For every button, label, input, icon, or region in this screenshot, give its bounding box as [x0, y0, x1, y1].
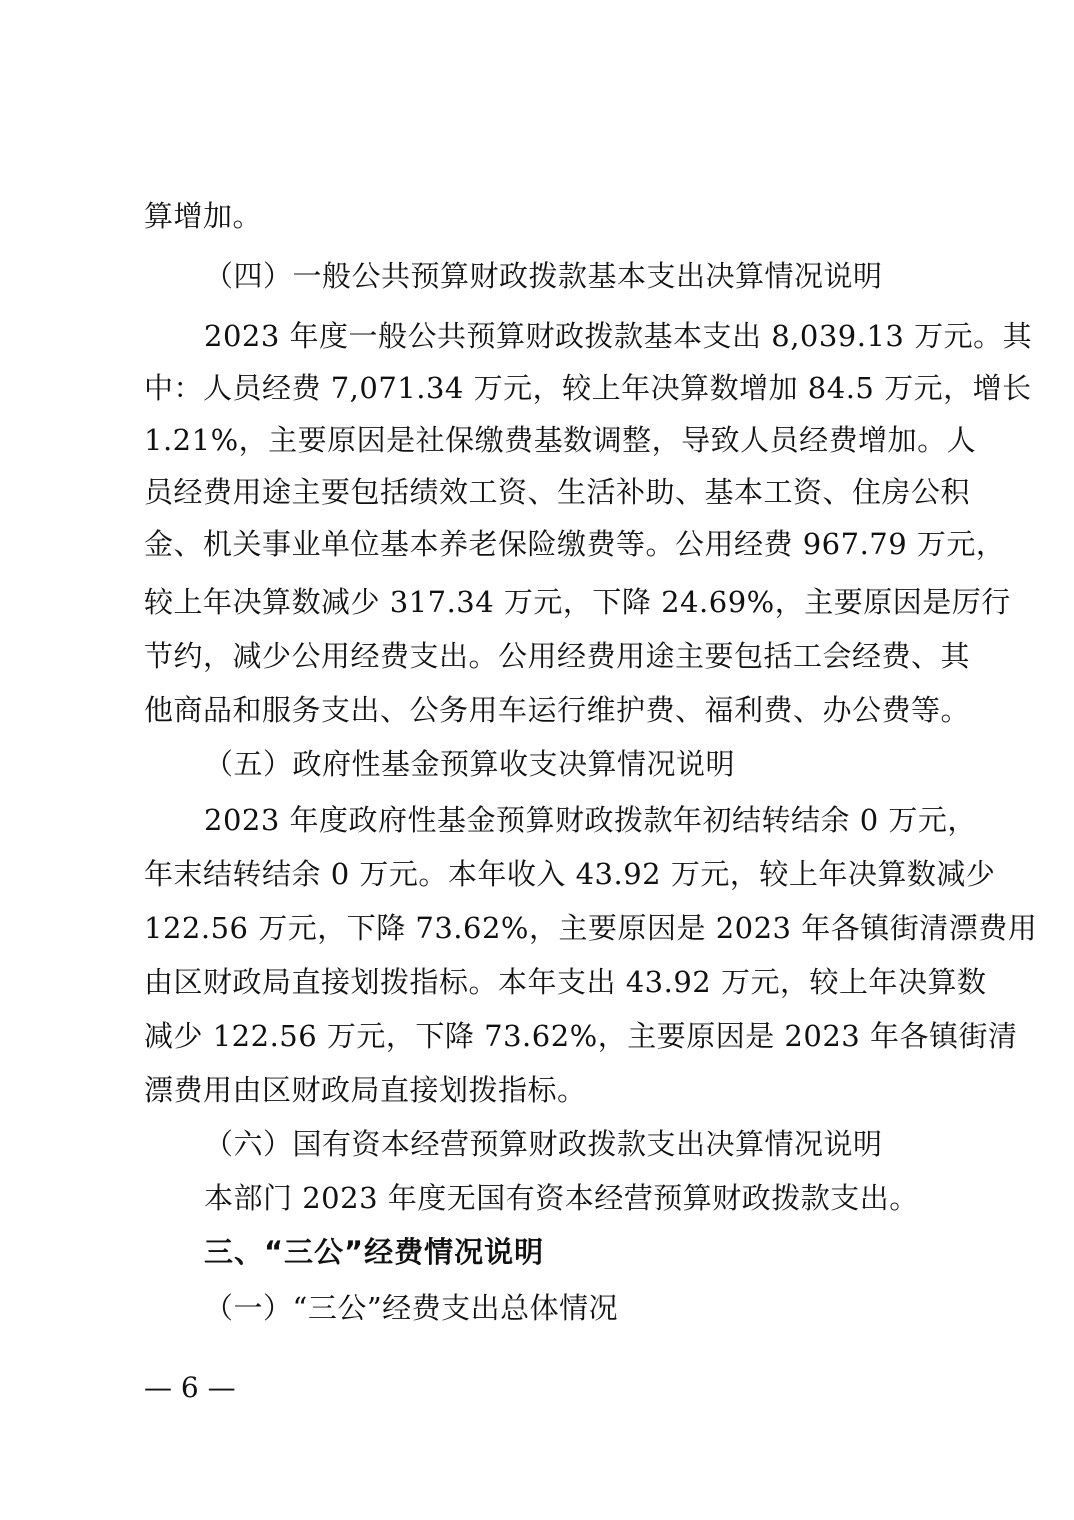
paragraph-line: 节约，减少公用经费支出。公用经费用途主要包括工会经费、其 — [144, 639, 971, 673]
paragraph-line: 2023 年度政府性基金预算财政拨款年初结转结余 0 万元， — [204, 803, 977, 837]
paragraph-line: 较上年决算数减少 317.34 万元，下降 24.69%，主要原因是厉行 — [144, 585, 1011, 619]
paragraph-line: 金、机关事业单位基本养老保险缴费等。公用经费 967.79 万元， — [144, 527, 1006, 561]
page-number: — 6 — — [144, 1371, 236, 1404]
section-heading-4: （四）一般公共预算财政拨款基本支出决算情况说明 — [204, 259, 883, 293]
paragraph-line: 中：人员经费 7,071.34 万元，较上年决算数增加 84.5 万元，增长 — [144, 371, 1032, 405]
section-heading-5: （五）政府性基金预算收支决算情况说明 — [204, 747, 736, 781]
paragraph-line: 他商品和服务支出、公务用车运行维护费、福利费、办公费等。 — [144, 693, 971, 727]
paragraph-line: 年末结转结余 0 万元。本年收入 43.92 万元，较上年决算数减少 — [144, 857, 996, 891]
paragraph-line: 2023 年度一般公共预算财政拨款基本支出 8,039.13 万元。其 — [204, 319, 1033, 353]
paragraph-line: 由区财政局直接划拨指标。本年支出 43.92 万元，较上年决算数 — [144, 965, 987, 999]
section-heading-6: （六）国有资本经营预算财政拨款支出决算情况说明 — [204, 1127, 883, 1161]
paragraph-line: 122.56 万元，下降 73.62%，主要原因是 2023 年各镇街清漂费用 — [144, 911, 1038, 945]
paragraph-line: 减少 122.56 万元，下降 73.62%，主要原因是 2023 年各镇街清 — [144, 1019, 1018, 1053]
chapter-heading: 三、“三公”经费情况说明 — [204, 1235, 545, 1269]
paragraph-line: 漂费用由区财政局直接划拨指标。 — [144, 1073, 587, 1107]
paragraph-line: 1.21%，主要原因是社保缴费基数调整，导致人员经费增加。人 — [144, 423, 977, 457]
paragraph-line: 员经费用途主要包括绩效工资、生活补助、基本工资、住房公积 — [144, 475, 971, 509]
paragraph-continuation: 算增加。 — [144, 199, 263, 233]
subsection-heading: （一）“三公”经费支出总体情况 — [204, 1291, 619, 1325]
paragraph-line: 本部门 2023 年度无国有资本经营预算财政拨款支出。 — [204, 1181, 919, 1215]
